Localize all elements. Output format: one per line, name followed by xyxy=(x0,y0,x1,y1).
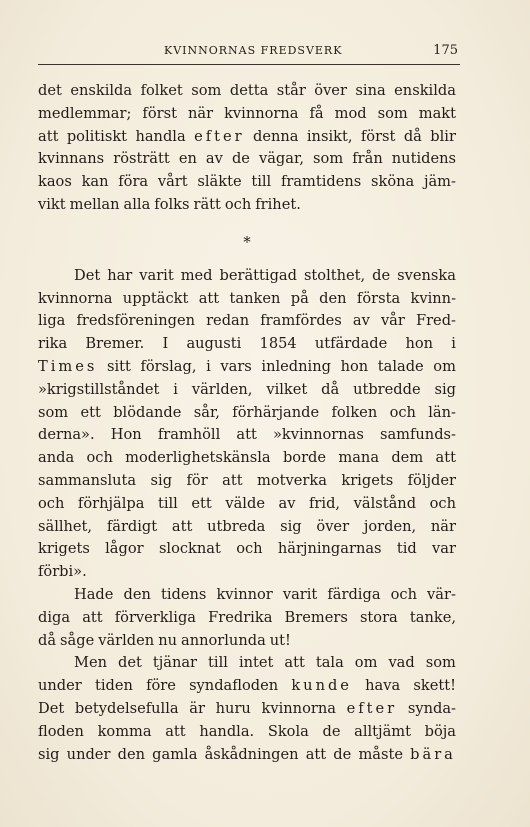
text-line: kvinnans rösträtt en av de vägar, som från nutidens xyxy=(38,150,456,168)
text-line: kvinnorna upptäckt att tanken på den första kvinn- xyxy=(38,289,456,307)
text-line: derna». Hon framhöll att »kvinnornas samfunds- xyxy=(38,426,456,444)
page-number: 175 xyxy=(433,43,458,58)
text-line: Hade den tidens kvinnor varit färdiga och vär- xyxy=(74,585,456,603)
paragraph xyxy=(38,652,456,766)
paragraph xyxy=(38,80,456,217)
text-line: sällhet, färdigt att utbreda sig över jorden, när xyxy=(38,517,456,535)
text-line: kaos kan föra vårt släkte till framtidens sköna jäm- xyxy=(38,173,456,191)
page-header xyxy=(40,40,458,60)
text-line: att politiskt handla efter denna insikt, först då blir xyxy=(38,127,456,145)
text-line: anda och moderlighetskänsla borde mana dem att xyxy=(38,449,456,467)
text-line: och förhjälpa till ett välde av frid, välstånd och xyxy=(38,494,456,512)
running-head: KVINNORNAS FREDSVERK xyxy=(164,44,343,57)
text-line: medlemmar; först när kvinnorna få mod som makt xyxy=(38,104,456,122)
text-line: det enskilda folket som detta står över sina enskilda xyxy=(38,82,456,99)
text-line: »krigstillståndet i världen, vilket då utbredde sig xyxy=(38,380,456,398)
text-line: rika Bremer. I augusti 1854 utfärdade hon i xyxy=(38,335,456,353)
text-line: vikt mellan alla folks rätt och frihet. xyxy=(38,195,301,213)
text-line: under tiden före syndafloden kunde hava skett! xyxy=(38,677,456,695)
text-line: förbi». xyxy=(38,563,87,581)
text-line: Det har varit med berättigad stolthet, de svenska xyxy=(74,266,456,284)
text-line: då såge världen nu annorlunda ut! xyxy=(38,631,291,649)
text-line: som ett blödande sår, förhärjande folken och län- xyxy=(38,403,456,421)
text-line: liga fredsföreningen redan framfördes av vår Fred- xyxy=(38,312,456,330)
paragraph xyxy=(38,265,456,584)
text-line: Det betydelsefulla är huru kvinnorna efter synda- xyxy=(38,699,456,717)
text-line: krigets lågor slocknat och härjningarnas tid var xyxy=(38,540,456,558)
section-separator: * xyxy=(243,233,251,251)
page-body xyxy=(38,80,456,766)
text-line: Men det tjänar till intet att tala om vad som xyxy=(74,654,456,672)
text-line: sammansluta sig för att motverka krigets följder xyxy=(38,471,456,489)
text-line: Times sitt förslag, i vars inledning hon talade om xyxy=(38,357,456,375)
paragraph xyxy=(38,584,456,652)
text-line: diga att förverkliga Fredrika Bremers stora tanke, xyxy=(38,608,456,626)
text-line: sig under den gamla åskådningen att de måste bära xyxy=(38,745,456,763)
header-rule xyxy=(38,64,460,65)
text-line: floden komma att handla. Skola de alltjämt böja xyxy=(38,722,456,740)
